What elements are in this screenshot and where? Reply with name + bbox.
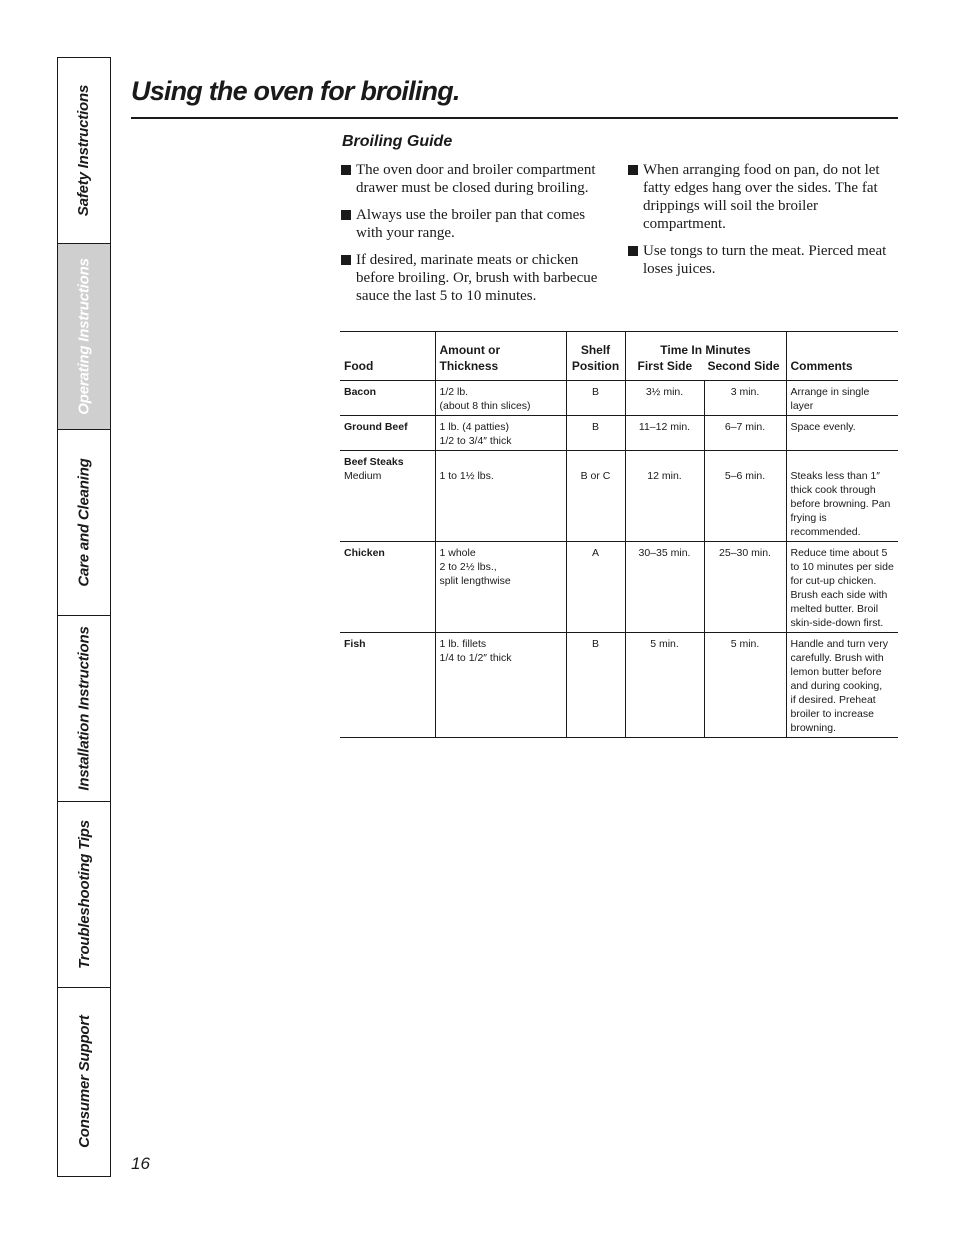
page-title: Using the oven for broiling. [131,76,460,106]
page-number: 16 [131,1154,150,1173]
list-item [628,161,896,233]
square-bullet-icon [341,165,351,175]
bullet-text: When arranging food on pan, do not let fatty edges hang over the sides. The fat drippings will soil the broiler compartment. [643,162,880,232]
cell-second-side: 25–30 min. [704,542,786,633]
list-item [341,206,613,242]
broiling-guide-table [340,331,898,738]
cell-second-side: 3 min. [704,381,786,416]
cell-food: Chicken [340,542,435,633]
cell-amount: 1 lb. (4 patties) 1/2 to 3/4″ thick [435,416,566,451]
cell-second-side: 5 min. [704,633,786,738]
square-bullet-icon [341,255,351,265]
table-row [340,542,898,633]
cell-second-side: 6–7 min. [704,416,786,451]
title-divider [131,117,898,119]
cell-shelf: B [566,416,625,451]
square-bullet-icon [628,246,638,256]
header-comments: Comments [786,332,898,381]
cell-amount: 1 lb. fillets 1/4 to 1/2″ thick [435,633,566,738]
tab-label: Installation Instructions [75,626,93,791]
cell-first-side: 11–12 min. [625,416,704,451]
tab-label: Operating Instructions [75,258,93,415]
list-item [628,242,896,278]
cell-shelf: A [566,542,625,633]
bullet-text: The oven door and broiler compartment drawer must be closed during broiling. [356,162,596,196]
cell-food: Ground Beef [340,416,435,451]
bullet-list-left [341,161,613,314]
list-item [341,251,613,305]
tab-label: Troubleshooting Tips [75,820,93,969]
tab-safety-instructions[interactable] [58,58,110,244]
bullet-text: If desired, marinate meats or chicken before broiling. Or, brush with barbecue sauce the last 5 to 10 minutes. [356,252,598,304]
tab-consumer-support[interactable] [58,988,110,1174]
square-bullet-icon [341,210,351,220]
tab-troubleshooting-tips[interactable] [58,802,110,988]
cell-comments: Handle and turn very carefully. Brush with lemon butter before and during cooking, if desired. Preheat broiler to increase browning. [786,633,898,738]
list-item [341,161,613,197]
header-amount: Amount or Thickness [435,332,566,381]
header-second-side: Second Side [707,359,780,373]
tab-care-and-cleaning[interactable] [58,430,110,616]
tab-label: Consumer Support [75,1014,93,1148]
header-shelf-position: Shelf Position [566,332,625,381]
cell-first-side: 3½ min. [625,381,704,416]
cell-food: Beef Steaks Medium [340,451,435,542]
cell-amount: 1 to 1½ lbs. [435,451,566,542]
cell-food: Bacon [340,381,435,416]
cell-second-side: 5–6 min. [704,451,786,542]
cell-shelf: B [566,633,625,738]
section-heading: Broiling Guide [342,133,453,150]
cell-amount: 1 whole 2 to 2½ lbs., split lengthwise [435,542,566,633]
cell-first-side: 30–35 min. [625,542,704,633]
bullet-list-right [628,161,896,287]
bullet-text: Use tongs to turn the meat. Pierced meat loses juices. [643,243,887,277]
cell-food: Fish [340,633,435,738]
square-bullet-icon [628,165,638,175]
tab-operating-instructions[interactable] [58,244,110,430]
cell-shelf: B or C [566,451,625,542]
header-first-side: First Side [637,359,693,373]
header-food: Food [340,332,435,381]
cell-first-side: 12 min. [625,451,704,542]
table-row [340,381,898,416]
bullet-text: Always use the broiler pan that comes with your range. [356,207,586,241]
table-row [340,416,898,451]
tab-label: Care and Cleaning [75,458,93,587]
tab-label: Safety Instructions [75,84,93,217]
cell-shelf: B [566,381,625,416]
side-tab-bar [57,57,111,1177]
cell-comments: Space evenly. [786,416,898,451]
header-time-in-minutes: Time In Minutes First Side Second Side [625,332,786,381]
table-header-row [340,332,898,381]
cell-comments: Arrange in single layer [786,381,898,416]
cell-first-side: 5 min. [625,633,704,738]
cell-comments: Reduce time about 5 to 10 minutes per side for cut-up chicken. Brush each side with melted butter. Broil skin-side-down first. [786,542,898,633]
table-row [340,451,898,542]
table-row [340,633,898,738]
cell-comments: Steaks less than 1″ thick cook through before browning. Pan frying is recommended. [786,451,898,542]
tab-installation-instructions[interactable] [58,616,110,802]
cell-amount: 1/2 lb. (about 8 thin slices) [435,381,566,416]
